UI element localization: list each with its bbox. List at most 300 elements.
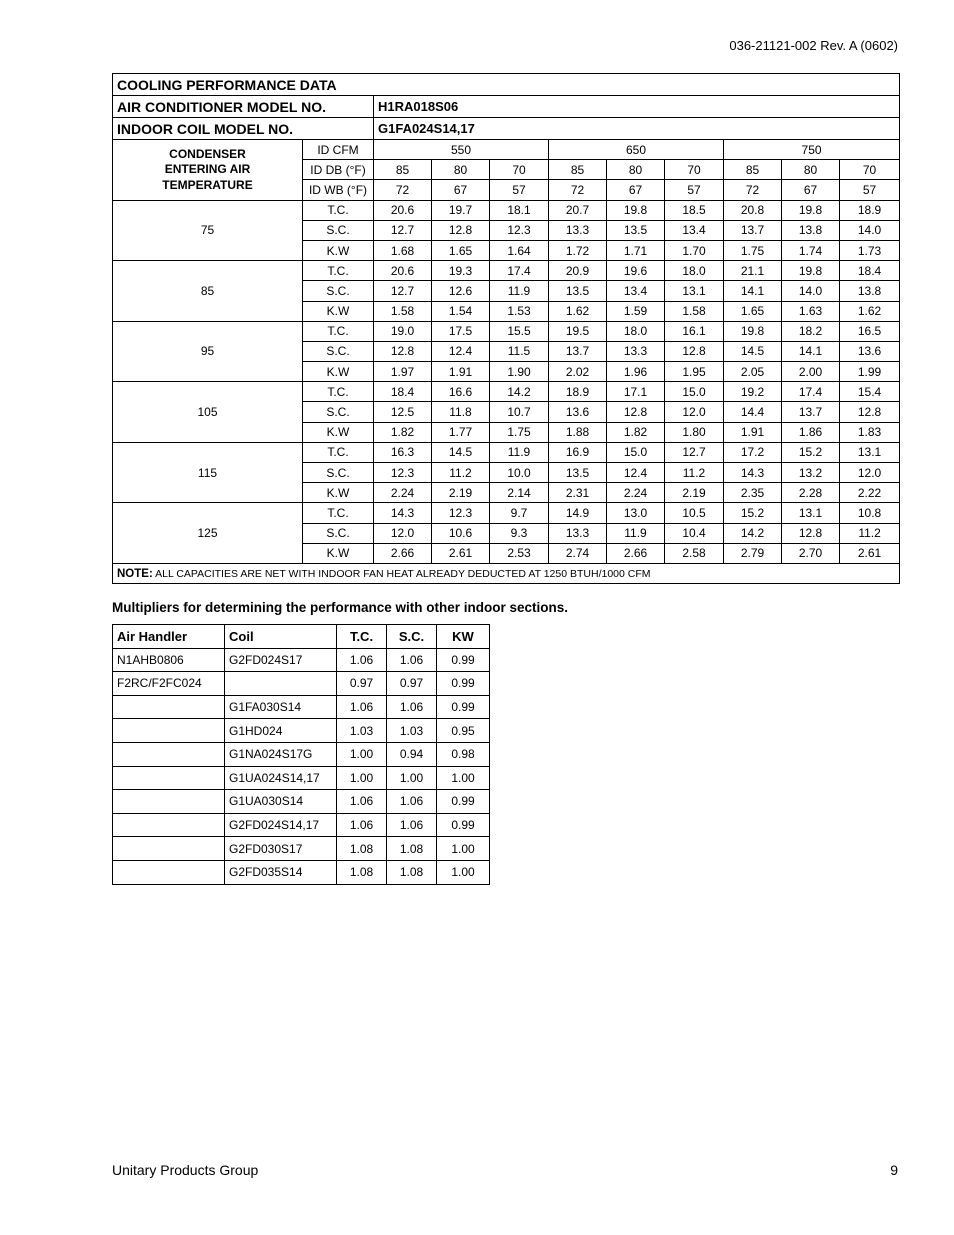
multiplier-row	[113, 719, 490, 743]
multiplier-value: 0.97	[387, 672, 437, 696]
db-value: 80	[782, 160, 840, 180]
metric-value: 16.9	[549, 442, 607, 462]
column-header: KW	[437, 625, 490, 649]
metric-label: S.C.	[303, 463, 374, 483]
multiplier-value: 1.06	[337, 813, 387, 837]
metric-value: 1.75	[490, 422, 549, 442]
metric-value: 1.80	[665, 422, 724, 442]
coil-cell	[225, 672, 337, 696]
cfm-value: 550	[374, 140, 549, 160]
metric-value: 13.8	[840, 281, 900, 301]
metric-value: 12.0	[840, 463, 900, 483]
multiplier-value: 0.94	[387, 742, 437, 766]
performance-row	[113, 442, 900, 462]
air-handler-cell	[113, 837, 225, 861]
metric-value: 2.24	[374, 483, 432, 503]
wb-value: 57	[840, 180, 900, 200]
metric-value: 19.8	[782, 261, 840, 281]
ac-model-label: AIR CONDITIONER MODEL NO.	[113, 96, 374, 118]
footer-page-number: 9	[890, 1162, 898, 1178]
multiplier-value: 1.06	[337, 648, 387, 672]
multiplier-value: 1.00	[437, 766, 490, 790]
metric-value: 2.19	[665, 483, 724, 503]
metric-value: 9.3	[490, 523, 549, 543]
multiplier-row	[113, 648, 490, 672]
wb-value: 57	[490, 180, 549, 200]
metric-value: 14.0	[840, 220, 900, 240]
metric-value: 14.3	[374, 503, 432, 523]
metric-value: 18.4	[374, 382, 432, 402]
metric-value: 19.8	[607, 200, 665, 220]
metric-value: 2.24	[607, 483, 665, 503]
wb-value: 67	[432, 180, 490, 200]
metric-label: S.C.	[303, 523, 374, 543]
metric-value: 18.0	[665, 261, 724, 281]
air-handler-cell	[113, 766, 225, 790]
multiplier-value: 1.08	[387, 837, 437, 861]
metric-value: 11.2	[840, 523, 900, 543]
metric-value: 17.1	[607, 382, 665, 402]
cooling-performance-table	[112, 73, 900, 584]
metric-value: 2.31	[549, 483, 607, 503]
metric-value: 18.1	[490, 200, 549, 220]
metric-value: 12.8	[374, 341, 432, 361]
metric-value: 2.35	[724, 483, 782, 503]
metric-value: 1.96	[607, 362, 665, 382]
metric-label: S.C.	[303, 402, 374, 422]
metric-value: 19.2	[724, 382, 782, 402]
metric-value: 19.8	[724, 321, 782, 341]
metric-value: 16.5	[840, 321, 900, 341]
metric-value: 14.3	[724, 463, 782, 483]
metric-value: 1.83	[840, 422, 900, 442]
title-row	[113, 74, 900, 96]
multiplier-row	[113, 860, 490, 884]
metric-value: 13.0	[607, 503, 665, 523]
metric-label: T.C.	[303, 261, 374, 281]
metric-value: 13.5	[607, 220, 665, 240]
metric-value: 18.4	[840, 261, 900, 281]
multiplier-value: 1.00	[337, 766, 387, 790]
metric-label: K.W	[303, 422, 374, 442]
metric-label: T.C.	[303, 503, 374, 523]
metric-value: 13.2	[782, 463, 840, 483]
db-value: 85	[374, 160, 432, 180]
column-header: T.C.	[337, 625, 387, 649]
multipliers-title: Multipliers for determining the performance with other indoor sections.	[112, 600, 569, 615]
metric-value: 18.0	[607, 321, 665, 341]
coil-cell: G2FD024S17	[225, 648, 337, 672]
metric-value: 15.4	[840, 382, 900, 402]
multiplier-value: 0.99	[437, 813, 490, 837]
footer-company: Unitary Products Group	[112, 1162, 259, 1178]
metric-value: 13.4	[607, 281, 665, 301]
metric-value: 12.4	[607, 463, 665, 483]
metric-value: 1.74	[782, 240, 840, 260]
condenser-temp: 115	[113, 442, 303, 503]
metric-value: 11.2	[432, 463, 490, 483]
document-number: 036-21121-002 Rev. A (0602)	[729, 38, 898, 53]
metric-value: 11.2	[665, 463, 724, 483]
db-value: 80	[607, 160, 665, 180]
metric-value: 2.58	[665, 543, 724, 563]
metric-value: 13.3	[549, 220, 607, 240]
metric-value: 20.7	[549, 200, 607, 220]
multiplier-value: 1.03	[337, 719, 387, 743]
metric-value: 14.1	[724, 281, 782, 301]
metric-value: 2.05	[724, 362, 782, 382]
metric-value: 18.5	[665, 200, 724, 220]
multiplier-value: 1.00	[337, 742, 387, 766]
metric-value: 12.4	[432, 341, 490, 361]
condenser-temp-label	[113, 140, 303, 201]
metric-value: 12.0	[374, 523, 432, 543]
metric-value: 1.95	[665, 362, 724, 382]
metric-value: 9.7	[490, 503, 549, 523]
metric-value: 17.4	[782, 382, 840, 402]
note-text: ALL CAPACITIES ARE NET WITH INDOOR FAN HEAT ALREADY DEDUCTED AT 1250 BTUH/1000 CFM	[152, 567, 651, 580]
metric-value: 12.7	[374, 220, 432, 240]
metric-label: K.W	[303, 543, 374, 563]
coil-cell: G2FD024S14,17	[225, 813, 337, 837]
metric-label: S.C.	[303, 220, 374, 240]
metric-value: 16.6	[432, 382, 490, 402]
multiplier-row	[113, 742, 490, 766]
air-handler-cell: N1AHB0806	[113, 648, 225, 672]
metric-value: 13.6	[549, 402, 607, 422]
metric-label: T.C.	[303, 382, 374, 402]
id-db-label: ID DB (°F)	[303, 160, 374, 180]
db-value: 85	[549, 160, 607, 180]
metric-value: 2.14	[490, 483, 549, 503]
metric-value: 2.74	[549, 543, 607, 563]
metric-value: 2.22	[840, 483, 900, 503]
multiplier-row	[113, 695, 490, 719]
metric-value: 13.5	[549, 463, 607, 483]
metric-value: 16.1	[665, 321, 724, 341]
metric-value: 20.9	[549, 261, 607, 281]
metric-value: 14.2	[724, 523, 782, 543]
metric-label: S.C.	[303, 341, 374, 361]
metric-value: 1.64	[490, 240, 549, 260]
metric-value: 1.63	[782, 301, 840, 321]
multipliers-header-row	[113, 625, 490, 649]
multiplier-value: 1.06	[387, 695, 437, 719]
metric-value: 20.6	[374, 200, 432, 220]
metric-value: 13.1	[840, 442, 900, 462]
metric-value: 11.5	[490, 341, 549, 361]
metric-value: 1.73	[840, 240, 900, 260]
metric-value: 13.7	[782, 402, 840, 422]
metric-value: 16.3	[374, 442, 432, 462]
coil-cell: G2FD030S17	[225, 837, 337, 861]
metric-value: 13.4	[665, 220, 724, 240]
metric-value: 12.7	[665, 442, 724, 462]
metric-value: 12.8	[665, 341, 724, 361]
metric-value: 1.91	[432, 362, 490, 382]
metric-value: 2.02	[549, 362, 607, 382]
metric-value: 1.82	[607, 422, 665, 442]
metric-label: K.W	[303, 483, 374, 503]
metric-value: 13.1	[665, 281, 724, 301]
table-note	[113, 563, 900, 583]
coil-cell: G1NA024S17G	[225, 742, 337, 766]
multiplier-value: 0.95	[437, 719, 490, 743]
metric-value: 1.59	[607, 301, 665, 321]
metric-value: 1.62	[549, 301, 607, 321]
metric-value: 1.99	[840, 362, 900, 382]
wb-value: 67	[607, 180, 665, 200]
wb-value: 72	[374, 180, 432, 200]
metric-value: 1.82	[374, 422, 432, 442]
performance-row	[113, 321, 900, 341]
metric-label: K.W	[303, 301, 374, 321]
db-value: 70	[490, 160, 549, 180]
metric-value: 2.19	[432, 483, 490, 503]
metric-value: 21.1	[724, 261, 782, 281]
performance-row	[113, 200, 900, 220]
metric-value: 18.9	[840, 200, 900, 220]
air-handler-cell: F2RC/F2FC024	[113, 672, 225, 696]
id-cfm-label: ID CFM	[303, 140, 374, 160]
multipliers-table	[112, 624, 490, 885]
metric-value: 19.7	[432, 200, 490, 220]
wb-value: 72	[724, 180, 782, 200]
metric-label: T.C.	[303, 321, 374, 341]
coil-cell: G2FD035S14	[225, 860, 337, 884]
metric-value: 1.70	[665, 240, 724, 260]
metric-value: 13.8	[782, 220, 840, 240]
metric-value: 14.2	[490, 382, 549, 402]
note-row	[113, 563, 900, 583]
metric-value: 12.8	[782, 523, 840, 543]
metric-value: 15.5	[490, 321, 549, 341]
cfm-value: 650	[549, 140, 724, 160]
cfm-value: 750	[724, 140, 900, 160]
metric-value: 2.70	[782, 543, 840, 563]
metric-value: 1.97	[374, 362, 432, 382]
air-handler-cell	[113, 860, 225, 884]
metric-value: 19.8	[782, 200, 840, 220]
condenser-temp: 105	[113, 382, 303, 443]
multiplier-value: 1.00	[437, 860, 490, 884]
metric-value: 1.71	[607, 240, 665, 260]
multiplier-value: 1.06	[337, 790, 387, 814]
db-value: 80	[432, 160, 490, 180]
metric-value: 19.6	[607, 261, 665, 281]
multiplier-row	[113, 837, 490, 861]
metric-value: 12.5	[374, 402, 432, 422]
metric-value: 12.3	[490, 220, 549, 240]
metric-value: 12.0	[665, 402, 724, 422]
coil-cell: G1HD024	[225, 719, 337, 743]
db-value: 70	[665, 160, 724, 180]
metric-value: 15.0	[607, 442, 665, 462]
air-handler-cell	[113, 695, 225, 719]
ac-model-value: H1RA018S06	[374, 96, 900, 118]
multiplier-value: 1.06	[387, 790, 437, 814]
metric-value: 1.90	[490, 362, 549, 382]
metric-value: 13.5	[549, 281, 607, 301]
metric-value: 1.62	[840, 301, 900, 321]
metric-value: 2.66	[607, 543, 665, 563]
multiplier-value: 1.00	[387, 766, 437, 790]
metric-value: 10.5	[665, 503, 724, 523]
metric-value: 11.9	[490, 281, 549, 301]
metric-label: K.W	[303, 362, 374, 382]
multiplier-value: 0.99	[437, 695, 490, 719]
performance-row	[113, 503, 900, 523]
metric-value: 14.5	[724, 341, 782, 361]
table-title: COOLING PERFORMANCE DATA	[113, 74, 900, 96]
metric-value: 11.9	[490, 442, 549, 462]
condenser-temp: 75	[113, 200, 303, 261]
metric-value: 19.0	[374, 321, 432, 341]
multiplier-row	[113, 813, 490, 837]
metric-value: 13.1	[782, 503, 840, 523]
multiplier-value: 0.99	[437, 648, 490, 672]
metric-value: 15.2	[782, 442, 840, 462]
metric-label: K.W	[303, 240, 374, 260]
multiplier-row	[113, 672, 490, 696]
multiplier-value: 0.97	[337, 672, 387, 696]
air-handler-cell	[113, 813, 225, 837]
column-header: Coil	[225, 625, 337, 649]
multiplier-value: 0.99	[437, 672, 490, 696]
metric-value: 14.9	[549, 503, 607, 523]
id-wb-label: ID WB (°F)	[303, 180, 374, 200]
metric-value: 11.9	[607, 523, 665, 543]
condenser-temp: 125	[113, 503, 303, 564]
metric-value: 1.65	[432, 240, 490, 260]
metric-label: T.C.	[303, 200, 374, 220]
metric-value: 2.53	[490, 543, 549, 563]
metric-value: 10.6	[432, 523, 490, 543]
condenser-temp: 85	[113, 261, 303, 322]
metric-value: 2.28	[782, 483, 840, 503]
metric-value: 11.8	[432, 402, 490, 422]
metric-value: 1.58	[374, 301, 432, 321]
column-header: Air Handler	[113, 625, 225, 649]
metric-value: 20.8	[724, 200, 782, 220]
metric-value: 12.7	[374, 281, 432, 301]
metric-value: 14.0	[782, 281, 840, 301]
metric-value: 13.7	[724, 220, 782, 240]
metric-value: 1.72	[549, 240, 607, 260]
air-handler-cell	[113, 742, 225, 766]
air-handler-cell	[113, 790, 225, 814]
multiplier-value: 1.08	[387, 860, 437, 884]
column-header: S.C.	[387, 625, 437, 649]
metric-value: 1.54	[432, 301, 490, 321]
metric-value: 13.3	[549, 523, 607, 543]
metric-value: 15.0	[665, 382, 724, 402]
metric-value: 14.4	[724, 402, 782, 422]
ac-model-row	[113, 96, 900, 118]
metric-value: 10.4	[665, 523, 724, 543]
metric-value: 14.5	[432, 442, 490, 462]
condenser-label-line: ENTERING AIR	[164, 162, 251, 177]
metric-value: 17.5	[432, 321, 490, 341]
performance-row	[113, 382, 900, 402]
wb-value: 72	[549, 180, 607, 200]
note-label: NOTE:	[117, 567, 153, 580]
metric-value: 13.7	[549, 341, 607, 361]
multiplier-value: 1.06	[337, 695, 387, 719]
metric-value: 18.9	[549, 382, 607, 402]
metric-value: 1.53	[490, 301, 549, 321]
multiplier-value: 0.98	[437, 742, 490, 766]
metric-value: 18.2	[782, 321, 840, 341]
multiplier-value: 1.08	[337, 837, 387, 861]
metric-value: 1.88	[549, 422, 607, 442]
metric-value: 10.8	[840, 503, 900, 523]
multiplier-value: 1.06	[387, 648, 437, 672]
multiplier-value: 1.03	[387, 719, 437, 743]
multiplier-value: 1.08	[337, 860, 387, 884]
multiplier-value: 1.06	[387, 813, 437, 837]
metric-value: 19.5	[549, 321, 607, 341]
metric-value: 12.6	[432, 281, 490, 301]
metric-label: S.C.	[303, 281, 374, 301]
metric-value: 12.8	[840, 402, 900, 422]
condenser-label-line: TEMPERATURE	[162, 177, 253, 192]
metric-value: 1.86	[782, 422, 840, 442]
metric-value: 1.65	[724, 301, 782, 321]
coil-model-row	[113, 118, 900, 140]
coil-cell: G1UA024S14,17	[225, 766, 337, 790]
wb-value: 57	[665, 180, 724, 200]
metric-value: 1.75	[724, 240, 782, 260]
metric-value: 1.68	[374, 240, 432, 260]
metric-value: 12.8	[432, 220, 490, 240]
db-value: 70	[840, 160, 900, 180]
metric-value: 2.66	[374, 543, 432, 563]
metric-value: 17.4	[490, 261, 549, 281]
coil-cell: G1FA030S14	[225, 695, 337, 719]
metric-value: 1.58	[665, 301, 724, 321]
metric-value: 17.2	[724, 442, 782, 462]
metric-value: 15.2	[724, 503, 782, 523]
coil-model-label: INDOOR COIL MODEL NO.	[113, 118, 374, 140]
metric-value: 12.3	[432, 503, 490, 523]
metric-value: 2.61	[432, 543, 490, 563]
multiplier-value: 0.99	[437, 790, 490, 814]
air-handler-cell	[113, 719, 225, 743]
metric-value: 10.7	[490, 402, 549, 422]
metric-value: 2.00	[782, 362, 840, 382]
condenser-label-line: CONDENSER	[169, 146, 246, 161]
coil-cell: G1UA030S14	[225, 790, 337, 814]
metric-value: 10.0	[490, 463, 549, 483]
metric-value: 19.3	[432, 261, 490, 281]
metric-value: 1.91	[724, 422, 782, 442]
metric-value: 1.77	[432, 422, 490, 442]
metric-value: 12.3	[374, 463, 432, 483]
cfm-row	[113, 140, 900, 160]
performance-row	[113, 261, 900, 281]
multiplier-value: 1.00	[437, 837, 490, 861]
metric-value: 20.6	[374, 261, 432, 281]
metric-value: 12.8	[607, 402, 665, 422]
coil-model-value: G1FA024S14,17	[374, 118, 900, 140]
db-value: 85	[724, 160, 782, 180]
metric-value: 13.6	[840, 341, 900, 361]
metric-value: 13.3	[607, 341, 665, 361]
multiplier-row	[113, 790, 490, 814]
metric-value: 14.1	[782, 341, 840, 361]
metric-label: T.C.	[303, 442, 374, 462]
